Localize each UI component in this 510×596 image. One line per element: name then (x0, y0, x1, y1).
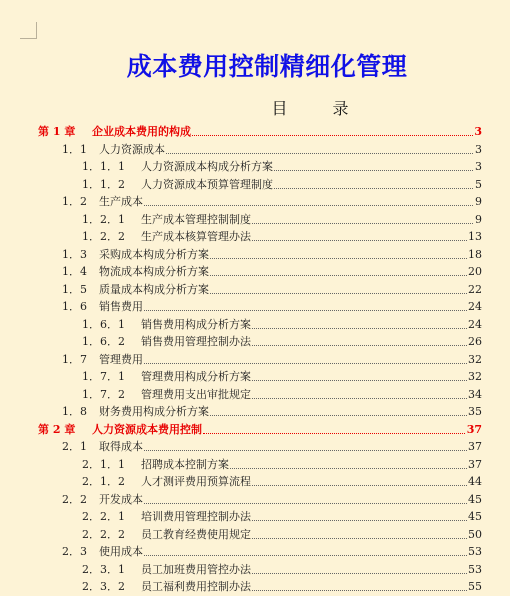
toc-dot-leader (252, 590, 481, 591)
toc-entry-title: 销售费用构成分析方案 (141, 316, 251, 334)
toc-entry-number: 1．1 (62, 142, 87, 156)
toc-entry[interactable] (0, 421, 510, 439)
toc-entry-number: 2．3．1 (82, 562, 125, 576)
toc-entry-page: 18 (467, 246, 482, 264)
toc-entry-title: 开发成本 (99, 491, 143, 509)
toc-dot-leader (144, 363, 481, 364)
toc-entry[interactable] (0, 333, 510, 351)
toc-entry-number: 2．2．2 (82, 527, 125, 541)
toc-entry-page: 32 (467, 351, 482, 369)
toc-dot-leader (203, 433, 481, 434)
toc-entry[interactable] (0, 351, 510, 369)
toc-dot-leader (252, 520, 481, 521)
toc-entry[interactable] (0, 456, 510, 474)
toc-dot-leader (210, 258, 481, 259)
toc-entry-title: 员工福利费用控制办法 (141, 578, 251, 596)
toc-entry-title: 人力资源成本 (99, 141, 165, 159)
toc-heading: 目 录 (271, 99, 369, 118)
toc-entry-title: 使用成本 (99, 543, 143, 561)
toc-entry[interactable] (0, 386, 510, 404)
toc-entry-number: 1．6．2 (82, 335, 125, 348)
toc-entry-page: 35 (467, 403, 482, 421)
toc-entry-number: 2．2 (62, 492, 87, 506)
toc-entry-page: 55 (467, 578, 482, 596)
toc-entry-page: 44 (467, 473, 482, 491)
toc-entry-page: 3 (474, 141, 482, 159)
toc-entry-title: 管理费用支出审批规定 (141, 386, 251, 404)
toc-entry-number: 1．8 (62, 405, 87, 418)
toc-entry-page: 45 (467, 508, 482, 526)
toc-dot-leader (252, 380, 481, 381)
toc-entry-number: 1．7 (62, 352, 87, 366)
toc-entry-page: 34 (467, 386, 482, 404)
toc-entry[interactable] (0, 211, 510, 229)
toc-entry-title: 人才测评费用预算流程 (141, 473, 251, 491)
toc-dot-leader (144, 310, 481, 311)
toc-entry-page: 26 (467, 333, 482, 351)
toc-entry-title: 企业成本费用的构成 (92, 123, 191, 141)
toc-entry-number: 2．1 (62, 440, 87, 453)
toc-entry[interactable] (0, 141, 510, 159)
toc-entry-title: 管理费用构成分析方案 (141, 368, 251, 386)
toc-entry-title: 培训费用管理控制办法 (141, 508, 251, 526)
toc-entry-page: 45 (467, 491, 482, 509)
toc-entry-page: 5 (474, 176, 482, 194)
toc-entry[interactable] (0, 176, 510, 194)
toc-dot-leader (230, 468, 481, 469)
toc-dot-leader (252, 328, 481, 329)
toc-entry-number: 2．3 (62, 545, 87, 558)
toc-entry[interactable] (0, 473, 510, 491)
toc-entry-page: 24 (467, 316, 482, 334)
toc-entry-title: 员工加班费用管控办法 (141, 561, 251, 579)
toc-entry-page: 37 (466, 421, 482, 439)
toc-dot-leader (252, 573, 481, 574)
toc-entry-number: 2．2．1 (82, 510, 125, 523)
toc-entry[interactable] (0, 526, 510, 544)
toc-entry-number: 1．3 (62, 247, 87, 261)
toc-entry[interactable] (0, 368, 510, 386)
toc-entry[interactable] (0, 543, 510, 561)
toc-entry-title: 生产成本管理控制制度 (141, 211, 251, 229)
toc-dot-leader (252, 398, 481, 399)
toc-entry-number: 2．1．1 (82, 457, 125, 471)
toc-dot-leader (252, 485, 481, 486)
toc-entry-title: 管理费用 (99, 351, 143, 369)
toc-entry[interactable] (0, 193, 510, 211)
toc-entry-number: 1．1．1 (82, 160, 125, 173)
toc-entry-number: 1．2 (62, 195, 87, 208)
toc-entry-title: 人力资源成本费用控制 (92, 421, 202, 439)
toc-entry-number: 1．7．2 (82, 387, 125, 401)
toc-entry-title: 人力资源成本预算管理制度 (141, 176, 273, 194)
toc-entry-page: 53 (467, 543, 482, 561)
toc-entry-number: 第 2 章 (38, 422, 76, 436)
toc-entry-title: 销售费用 (99, 298, 143, 316)
toc-entry-page: 9 (474, 193, 482, 211)
toc-dot-leader (274, 170, 481, 171)
toc-dot-leader (192, 135, 481, 136)
toc-entry-title: 招聘成本控制方案 (141, 456, 229, 474)
toc-dot-leader (210, 293, 481, 294)
toc-entry-page: 22 (467, 281, 482, 299)
toc-entry[interactable] (0, 578, 510, 596)
toc-entry-title: 取得成本 (99, 438, 143, 456)
toc-entry-number: 1．2．1 (82, 212, 125, 226)
toc-entry[interactable] (0, 246, 510, 264)
toc-entry-page: 32 (467, 368, 482, 386)
toc-entry[interactable] (0, 123, 510, 141)
toc-entry-title: 采购成本构成分析方案 (99, 246, 209, 264)
toc-entry[interactable] (0, 316, 510, 334)
toc-entry-page: 53 (467, 561, 482, 579)
toc-dot-leader (144, 555, 481, 556)
toc-entry[interactable] (0, 561, 510, 579)
toc-entry-page: 13 (467, 228, 482, 246)
toc-entry-number: 1．6 (62, 300, 87, 313)
toc-entry[interactable] (0, 281, 510, 299)
toc-entry[interactable] (0, 298, 510, 316)
toc-dot-leader (210, 275, 481, 276)
document-title: 成本费用控制精细化管理 (126, 52, 408, 81)
toc-entry-title: 销售费用管理控制办法 (141, 333, 251, 351)
toc-entry-number: 1．4 (62, 265, 87, 278)
toc-entry[interactable] (0, 228, 510, 246)
toc-entry-title: 物流成本构成分析方案 (99, 263, 209, 281)
toc-entry-page: 3 (473, 123, 482, 141)
toc-entry-page: 9 (474, 211, 482, 229)
toc-entry-title: 生产成本核算管理办法 (141, 228, 251, 246)
toc-entry-number: 1．2．2 (82, 230, 125, 243)
toc-entry-number: 1．7．1 (82, 370, 125, 383)
toc-entry[interactable] (0, 263, 510, 281)
toc-dot-leader (252, 240, 481, 241)
toc-entry-title: 质量成本构成分析方案 (99, 281, 209, 299)
toc-dot-leader (144, 450, 481, 451)
toc-entry-title: 财务费用构成分析方案 (99, 403, 209, 421)
toc-entry-number: 第 1 章 (38, 125, 76, 138)
toc-entry-number: 2．3．2 (82, 580, 125, 593)
toc-dot-leader (210, 415, 481, 416)
toc-entry-number: 1．6．1 (82, 317, 125, 331)
toc-entry[interactable] (0, 491, 510, 509)
toc-dot-leader (252, 223, 481, 224)
toc-entry-number: 1．5 (62, 282, 87, 296)
table-of-contents (0, 123, 510, 596)
toc-dot-leader (144, 503, 481, 504)
toc-dot-leader (274, 188, 481, 189)
page-corner-mark (20, 22, 37, 39)
toc-dot-leader (144, 205, 481, 206)
toc-entry-page: 24 (467, 298, 482, 316)
toc-dot-leader (252, 538, 481, 539)
toc-entry-title: 生产成本 (99, 193, 143, 211)
toc-entry-title: 员工教育经费使用规定 (141, 526, 251, 544)
toc-entry[interactable] (0, 438, 510, 456)
toc-entry-page: 37 (467, 456, 482, 474)
toc-entry-page: 37 (467, 438, 482, 456)
toc-dot-leader (252, 345, 481, 346)
toc-entry[interactable] (0, 508, 510, 526)
toc-entry-number: 2．1．2 (82, 475, 125, 488)
toc-entry[interactable] (0, 403, 510, 421)
toc-entry-number: 1．1．2 (82, 177, 125, 191)
toc-entry-page: 3 (474, 158, 482, 176)
toc-dot-leader (166, 153, 481, 154)
toc-entry-title: 人力资源成本构成分析方案 (141, 158, 273, 176)
toc-entry-page: 50 (467, 526, 482, 544)
toc-entry-page: 20 (467, 263, 482, 281)
toc-entry[interactable] (0, 158, 510, 176)
